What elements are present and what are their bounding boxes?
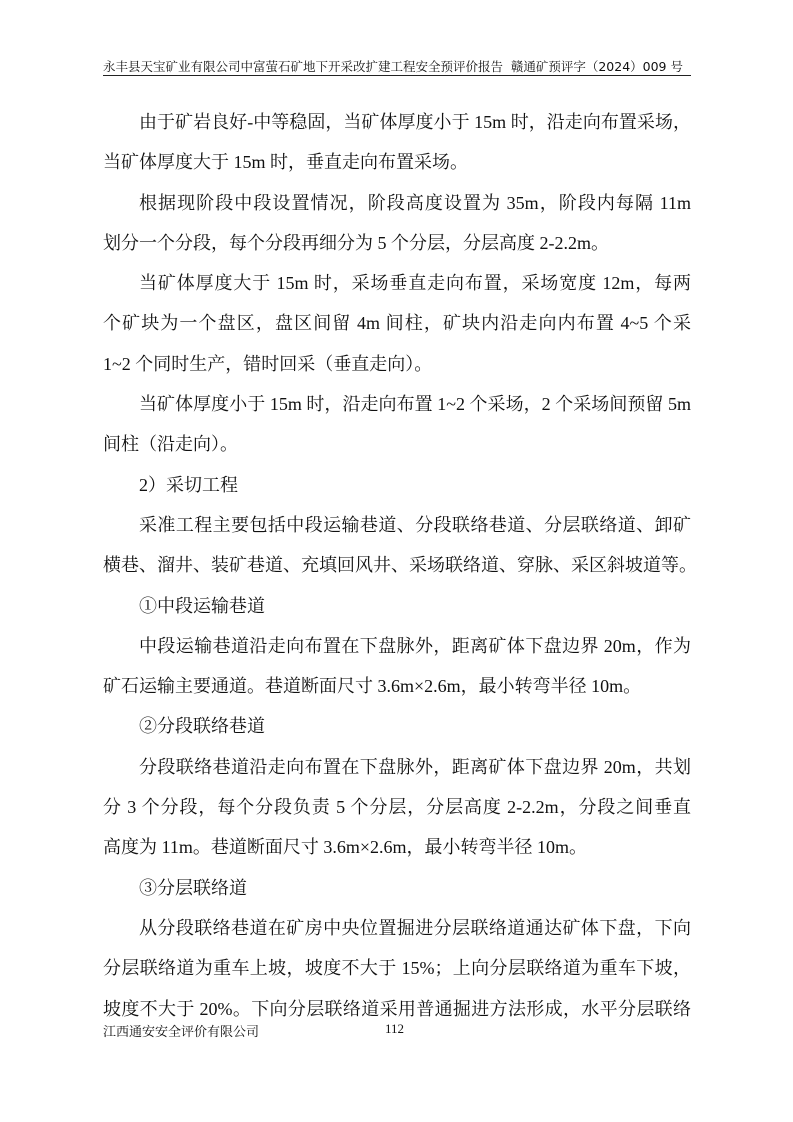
- text-line: 中段运输巷道沿走向布置在下盘脉外，距离矿体下盘边界 20m，作为: [139, 635, 691, 656]
- page-header: [103, 57, 691, 76]
- text-line: 矿石运输主要通道。巷道断面尺寸 3.6m×2.6m，最小转弯半径 10m。: [103, 676, 642, 697]
- paragraph: [103, 586, 691, 626]
- paragraph: [103, 384, 691, 465]
- paragraph: [103, 747, 691, 868]
- text-line: 分 3 个分段，每个分段负责 5 个分层，分层高度 2-2.2m，分段之间垂直: [103, 797, 691, 818]
- text-line: 从分段联络巷道在矿房中央位置掘进分层联络道通达矿体下盘，下向: [139, 917, 691, 938]
- text-line: ①中段运输巷道: [139, 595, 265, 616]
- text-line: 横巷、溜井、装矿巷道、充填回风井、采场联络道、穿脉、采区斜坡道等。: [103, 555, 697, 576]
- text-line: 分段联络巷道沿走向布置在下盘脉外，距离矿体下盘边界 20m，共划: [139, 756, 691, 777]
- text-line: 当矿体厚度大于 15m 时，采场垂直走向布置，采场宽度 12m，每两: [139, 273, 691, 294]
- paragraph: [103, 626, 691, 707]
- paragraph: [103, 868, 691, 908]
- page-number: 112: [385, 1021, 405, 1036]
- text-line: 高度为 11m。巷道断面尺寸 3.6m×2.6m，最小转弯半径 10m。: [103, 837, 587, 858]
- text-line: 由于矿岩良好-中等稳固，当矿体厚度小于 15m 时，沿走向布置采场，: [139, 112, 691, 132]
- body-text: [103, 102, 697, 1029]
- text-line: 当矿体厚度小于 15m 时，沿走向布置 1~2 个采场，2 个采场间预留 5m: [139, 394, 691, 415]
- text-line: 个矿块为一个盘区，盘区间留 4m 间柱，矿块内沿走向内布置 4~5 个采: [103, 313, 691, 334]
- footer-company: 江西通安安全评价有限公司: [103, 1025, 260, 1040]
- paragraph: [103, 102, 691, 183]
- paragraph: [103, 183, 691, 264]
- text-line: ②分段联络巷道: [139, 716, 265, 737]
- text-line: 2）采切工程: [139, 474, 238, 495]
- paragraph: [103, 706, 691, 746]
- text-line: 采准工程主要包括中段运输巷道、分段联络巷道、分层联络道、卸矿: [139, 514, 691, 535]
- paragraph: [103, 505, 697, 586]
- text-line: 当矿体厚度大于 15m 时，垂直走向布置采场。: [103, 152, 468, 173]
- paragraph: [103, 263, 691, 384]
- paragraph: [103, 465, 691, 505]
- text-line: 分层联络道为重车上坡，坡度不大于 15%；上向分层联络道为重车下坡，: [103, 958, 691, 979]
- header-doc-number: 赣通矿预评字（2024）009 号: [510, 59, 683, 74]
- text-line: 根据现阶段中段设置情况，阶段高度设置为 35m，阶段内每隔 11m: [139, 192, 691, 213]
- text-line: 1~2 个同时生产，错时回采（垂直走向）。: [103, 353, 433, 374]
- header-title: 永丰县天宝矿业有限公司中富萤石矿地下开采改扩建工程安全预评价报告: [103, 59, 504, 74]
- paragraph: [103, 908, 691, 1029]
- text-line: 坡度不大于 20%。下向分层联络道采用普通掘进方法形成，水平分层联络: [103, 998, 691, 1019]
- text-line: ③分层联络道: [139, 877, 247, 898]
- text-line: 间柱（沿走向）。: [103, 434, 238, 455]
- text-line: 划分一个分段，每个分段再细分为 5 个分层，分层高度 2-2.2m。: [103, 232, 609, 253]
